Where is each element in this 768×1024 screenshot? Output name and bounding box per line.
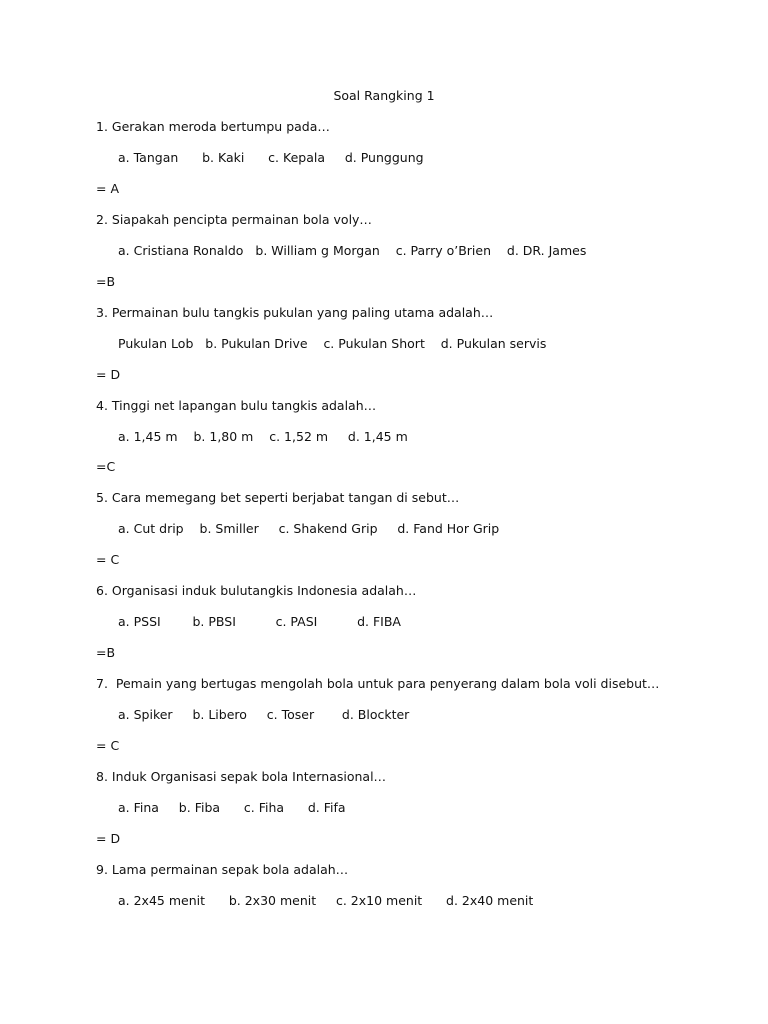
answer-5: = C [96,552,120,567]
answer-7: = C [96,738,120,753]
question-2: 2. Siapakah pencipta permainan bola voly… [96,212,372,227]
question-3: 3. Permainan bulu tangkis pukulan yang paling utama adalah… [96,305,494,320]
answer-6: =B [96,645,116,660]
question-8: 8. Induk Organisasi sepak bola Internasional… [96,769,387,784]
options-3: Pukulan Lob b. Pukulan Drive c. Pukulan Short d. Pukulan servis [118,336,547,351]
options-7: a. Spiker b. Libero c. Toser d. Blockter [118,707,410,722]
question-6: 6. Organisasi induk bulutangkis Indonesia adalah… [96,583,417,598]
options-6: a. PSSI b. PBSI c. PASI d. FIBA [118,614,401,629]
options-4: a. 1,45 m b. 1,80 m c. 1,52 m d. 1,45 m [118,429,408,444]
answer-4: =C [96,459,116,474]
answer-2: =B [96,274,116,289]
question-5: 5. Cara memegang bet seperti berjabat tangan di sebut… [96,490,460,505]
answer-8: = D [96,831,121,846]
question-4: 4. Tinggi net lapangan bulu tangkis adalah… [96,398,377,413]
question-7: 7. Pemain yang bertugas mengolah bola untuk para penyerang dalam bola voli disebut… [96,676,660,691]
options-1: a. Tangan b. Kaki c. Kepala d. Punggung [118,150,424,165]
options-9: a. 2x45 menit b. 2x30 menit c. 2x10 menit d. 2x40 menit [118,893,534,908]
question-9: 9. Lama permainan sepak bola adalah… [96,862,349,877]
document-title: Soal Rangking 1 [333,88,435,103]
options-8: a. Fina b. Fiba c. Fiha d. Fifa [118,800,346,815]
options-2: a. Cristiana Ronaldo b. William g Morgan c. Parry o’Brien d. DR. James [118,243,587,258]
answer-3: = D [96,367,121,382]
question-1: 1. Gerakan meroda bertumpu pada… [96,119,330,134]
answer-1: = A [96,181,119,196]
options-5: a. Cut drip b. Smiller c. Shakend Grip d. Fand Hor Grip [118,521,500,536]
